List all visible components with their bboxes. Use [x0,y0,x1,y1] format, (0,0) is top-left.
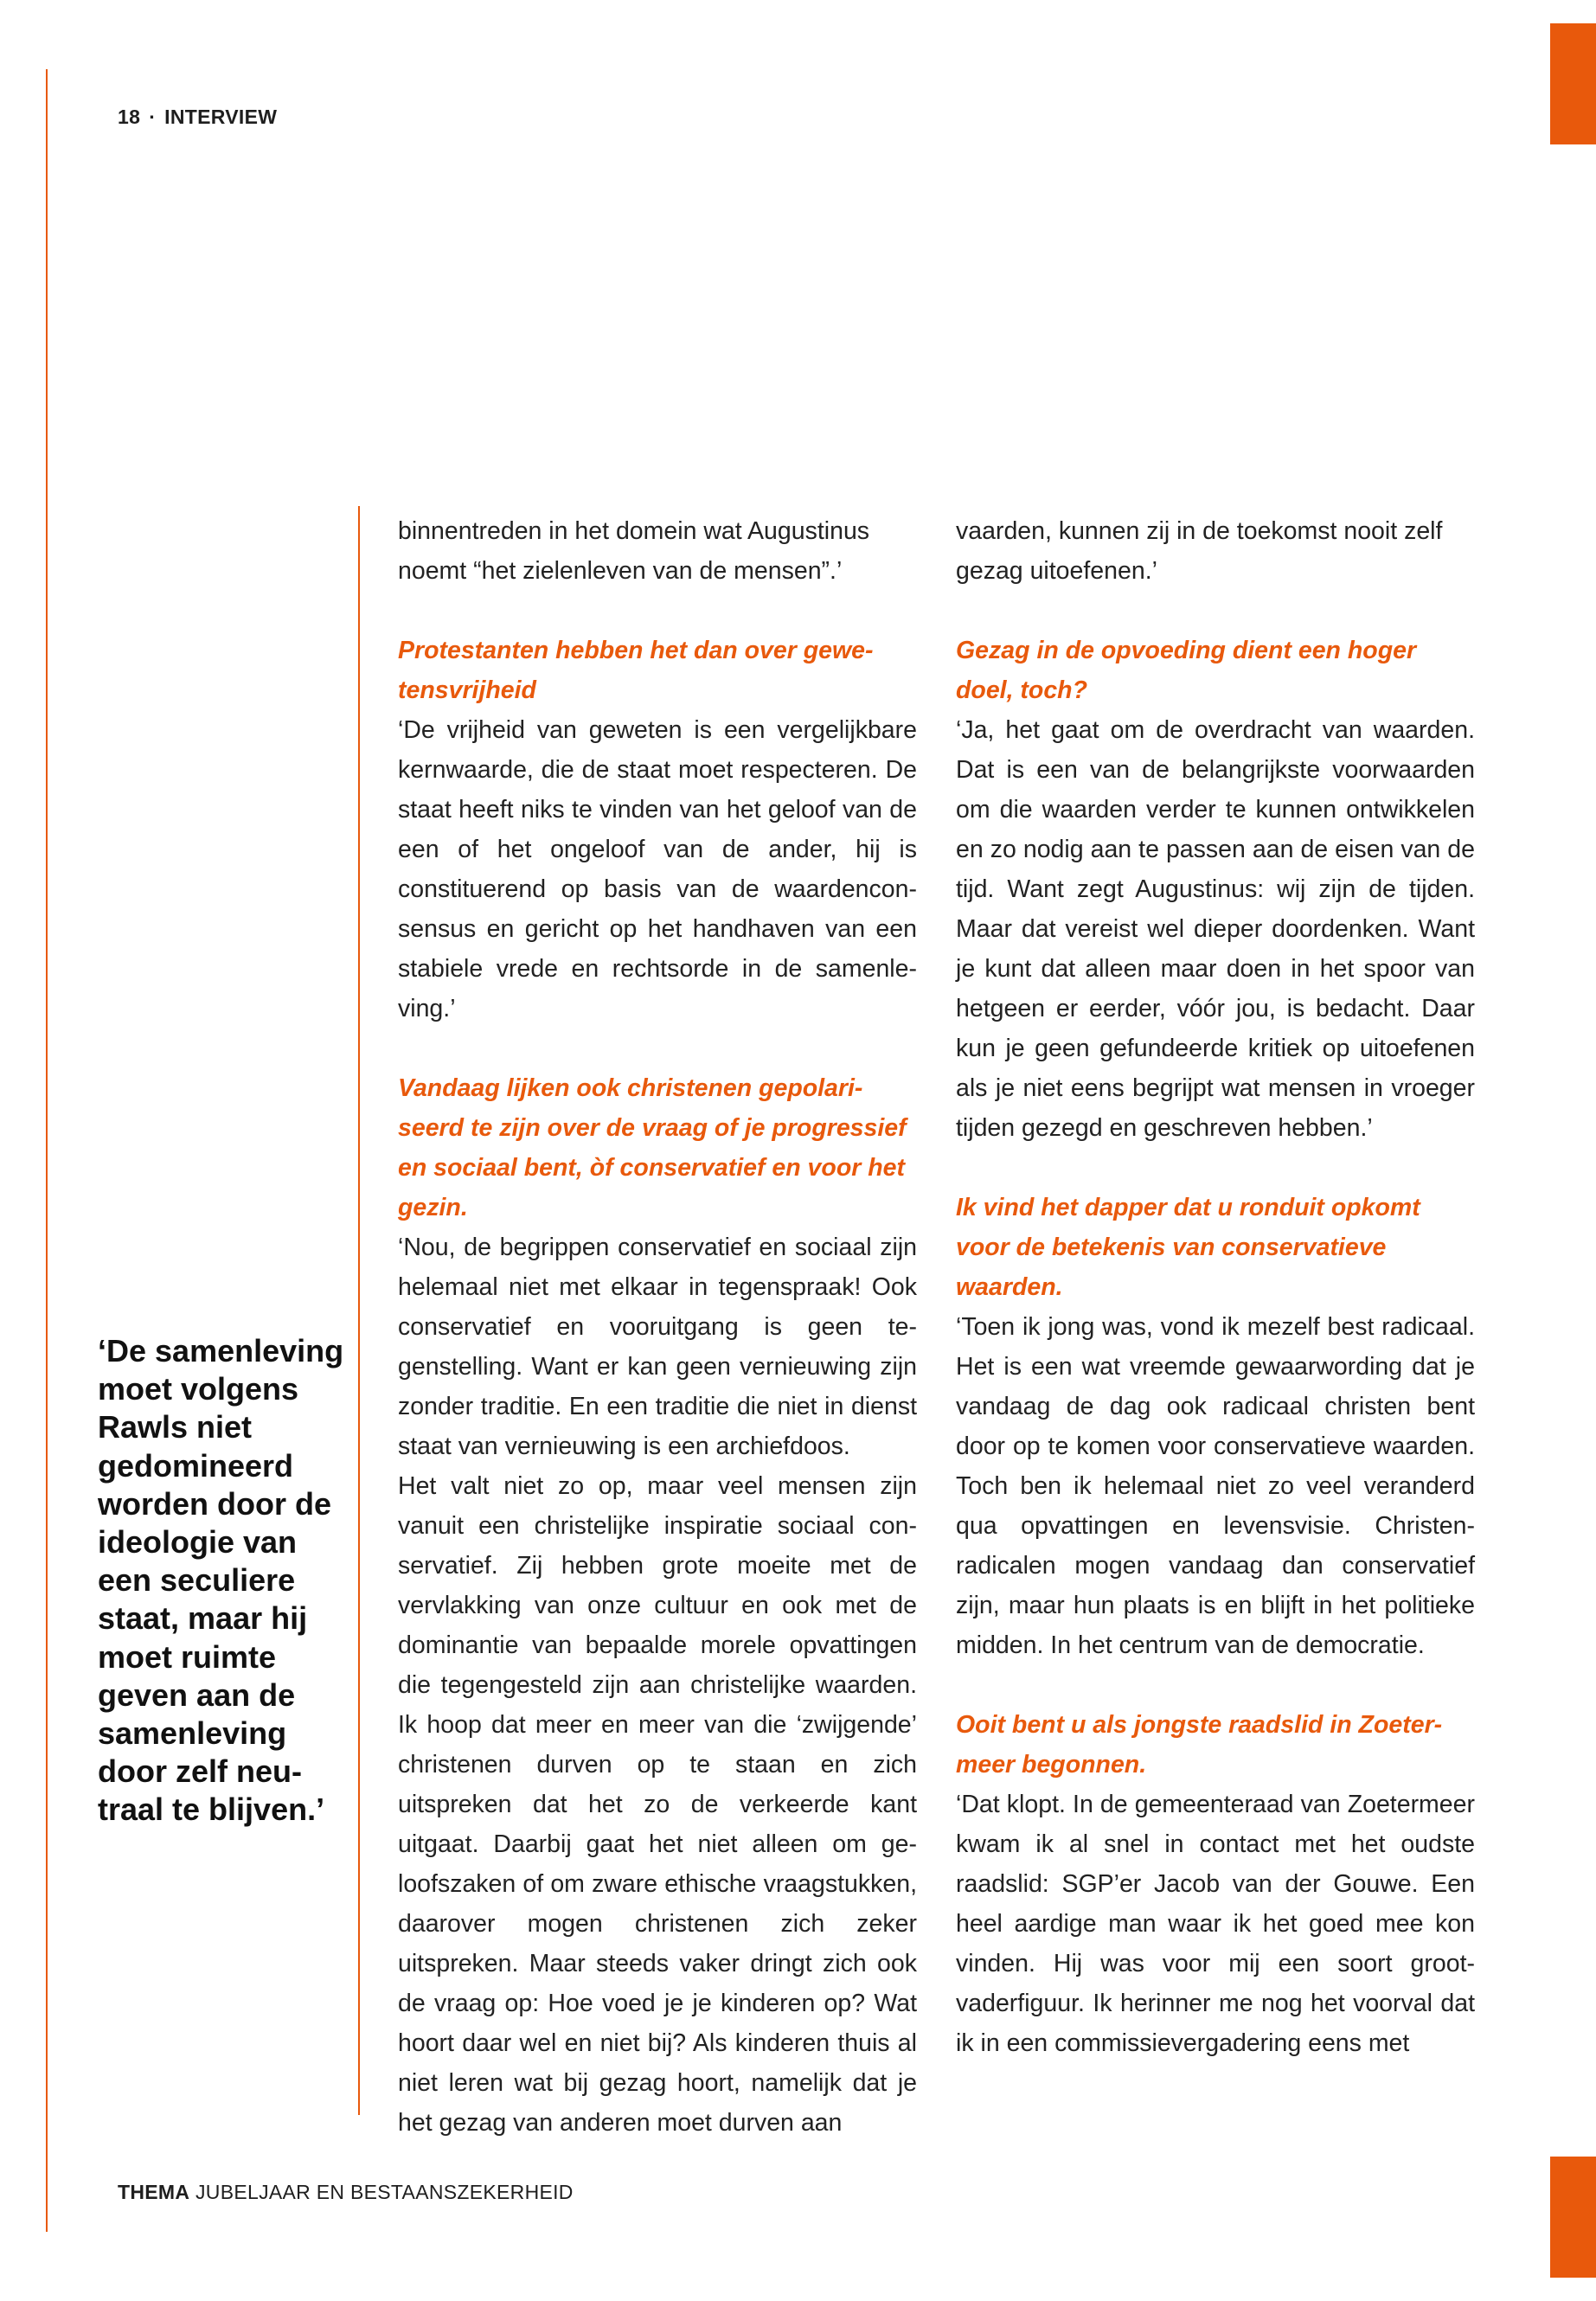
paragraph: ‘Nou, de begrippen conservatief en sociaal zijn helemaal niet met elkaar in tegenspraak! Ook conservatief en vooruitgang is geen tegenstelling. Want er kan geen vernieuwing zijn zonder traditie. En een traditie die niet in dienst staat van vernieuwing is een archiefdoos. [398,1234,917,1460]
paragraph: ‘Dat klopt. In de gemeenteraad van Zoetermeer kwam ik al snel in contact met het oudste raadslid: SGP’er Jacob van der Gouwe. Een heel aardige man waar ik het goed mee kon vinden. Hij was voor mij een soort grootvaderfiguur. Ik herinner me nog het voorval dat ik in een commissievergadering eens met [956,1791,1475,2057]
pull-quote: ‘De samenleving moet volgens Rawls niet gedomineerd worden door de ideologie van een seculiere staat, maar hij moet ruimte geven aan de samenleving door zelf neutraal te blijven.’ [98,1333,344,1828]
footer-title: JUBELJAAR EN BESTAANSZEKERHEID [195,2181,574,2203]
paragraph: ‘Ja, het gaat om de overdracht van waarden. Dat is een van de belangrijkste voorwaarden om die waarden verder te kunnen ontwikkelen en zo nodig aan te passen aan de eisen van de tijd. Want zegt Augustinus: wij zijn de tijden. Maar dat vereist wel dieper doordenken. Want je kunt dat alleen maar doen in het spoor van hetgeen er eerder, vóór jou, is bedacht. Daar kun je geen gefundeerde kritiek op uitoefenen als je niet eens begrijpt wat mensen in vroeger tijden gezegd en geschreven hebben.’ [956,716,1475,1142]
orange-page-tab-bottom [1550,2157,1596,2278]
paragraph: binnentreden in het domein wat Augustinus noemt “het zielenleven van de mensen”.’ [398,517,870,585]
paragraph: ‘De vrijheid van geweten is een vergelijkbare kernwaarde, die de staat moet respecteren. De staat heeft niks te vinden van het geloof van de een of het ongeloof van de ander, hij is constituerend op basis van de waardenconsensus en gericht op het handhaven van een stabiele vrede en rechtsorde in de samenleving.’ [398,716,917,1022]
article-column-1 [398,511,917,2143]
interview-question: Protestanten hebben het dan over gewetensvrijheid [398,637,874,704]
page-number: 18 [118,106,141,128]
paragraph: vaarden, kunnen zij in de toekomst nooit zelf gezag uitoefenen.’ [956,517,1443,585]
header-separator: · [149,106,157,128]
interview-question: Gezag in de opvoeding dient een hoger doel, toch? [956,637,1417,704]
footer-brand: THEMA [118,2181,190,2203]
article-column-2 [956,511,1475,2063]
pull-quote-rule [358,506,360,2115]
orange-page-tab-top [1550,23,1596,144]
section-label: INTERVIEW [164,106,278,128]
paragraph: ‘Toen ik jong was, vond ik mezelf best radicaal. Het is een wat vreemde gewaarwording dat je vandaag de dag ook radicaal christen bent door op te komen voor conservatieve waarden. Toch ben ik helemaal niet zo veel veranderd qua opvattingen en levensvisie. Christen-radicalen mogen vandaag dan conservatief zijn, maar hun plaats is en blijft in het politieke midden. In het centrum van de democratie. [956,1313,1475,1659]
running-header [118,106,277,129]
interview-question: Ik vind het dapper dat u ronduit opkomt voor de betekenis van conservatieve waarden. [956,1194,1420,1301]
interview-question: Ooit bent u als jongste raadslid in Zoetermeer begonnen. [956,1711,1443,1779]
left-margin-rule [46,69,48,2232]
paragraph: Het valt niet zo op, maar veel mensen zijn vanuit een christelijke inspiratie sociaal conservatief. Zij hebben grote moeite met de vervlakking van onze cultuur en ook met de dominantie van bepaalde morele opvattingen die tegengesteld zijn aan christelijke waarden. Ik hoop dat meer en meer van die ‘zwijgende’ christenen durven op te staan en zich uitspreken dat het zo de verkeerde kant uitgaat. Daarbij gaat het niet alleen om geloofszaken of om zware ethische vraagstukken, daarover mogen christenen zich zeker uitspreken. Maar steeds vaker dringt zich ook de vraag op: Hoe voed je je kinderen op? Wat hoort daar wel en niet bij? Als kinderen thuis al niet leren wat bij gezag hoort, namelijk dat je het gezag van anderen moet durven aan [398,1472,917,2137]
running-footer [118,2181,574,2204]
interview-question: Vandaag lijken ook christenen gepolariseerd te zijn over de vraag of je progressief en sociaal bent, òf conservatief en voor het gezin. [398,1074,907,1221]
